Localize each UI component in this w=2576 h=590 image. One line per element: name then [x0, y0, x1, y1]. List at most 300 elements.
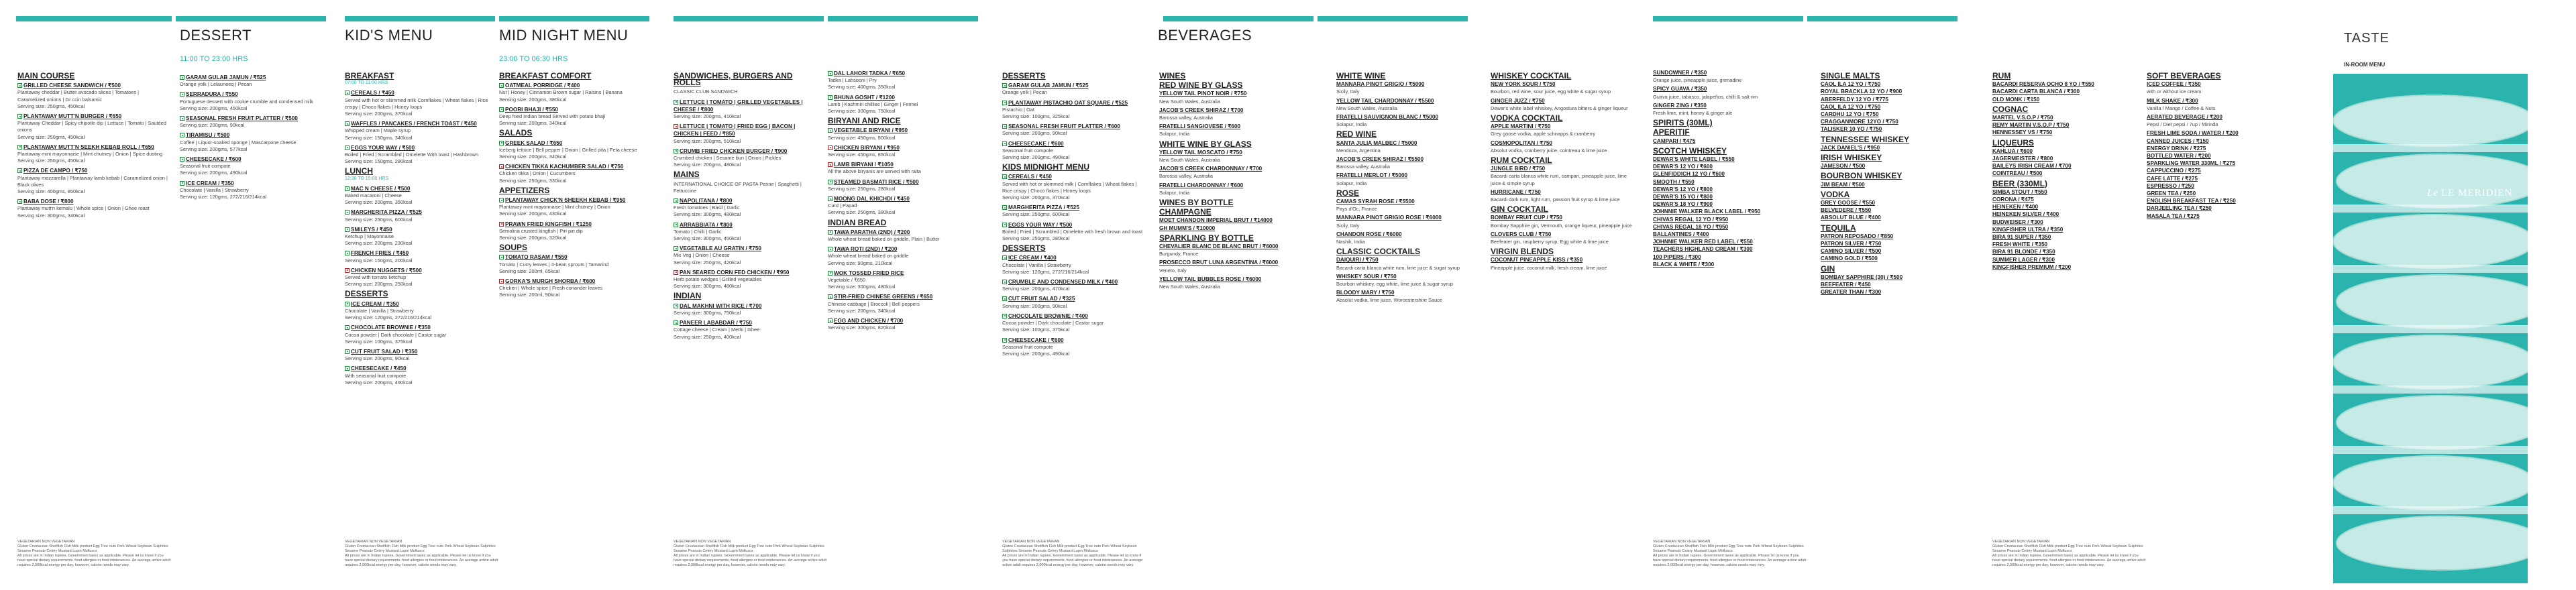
- menu-item-description: Whole wheat bread baked on griddle: [828, 253, 909, 259]
- menu-item-description: Ketchup | Mayonnaise: [345, 233, 394, 240]
- beverage-item-name: BALLANTINES / ₹400: [1653, 231, 1709, 238]
- section-title-dessert: DESSERT: [180, 27, 252, 44]
- menu-item-description: Seasonal fruit compote: [180, 163, 231, 170]
- menu-item: [1002, 312, 1143, 334]
- beverage-item-name: GLENFIDDICH 12 YO / ₹600: [1653, 171, 1725, 178]
- beverage-item-description: New South Wales, Australia: [1159, 98, 1220, 105]
- menu-section-title: INDIAN: [674, 291, 702, 301]
- menu-item-description: Orange yolk | Pecan: [1002, 89, 1047, 96]
- beverage-item-name: SUNDOWNER / ₹350: [1653, 70, 1707, 76]
- beverage-item-name: ROYAL BRACKLA 12 YO / ₹900: [1821, 88, 1902, 95]
- menu-section-title: SALADS: [499, 128, 533, 138]
- beverage-group-title: SPARKLING BY BOTTLE: [1159, 233, 1254, 243]
- menu-item-name: ICE CREAM / ₹400: [1008, 255, 1057, 261]
- beverage-item-name: DEWAR'S 12 YO / ₹800: [1653, 186, 1713, 192]
- menu-item-description: Cottage cheese | Cream | Methi | Ghee: [674, 327, 760, 333]
- beverage-item-description: Mendoza, Argentina: [1336, 147, 1381, 154]
- menu-item: [674, 245, 821, 266]
- beverage-item-description: Bacardi carta blanca white rum, lime juice & sugar syrup: [1336, 264, 1460, 271]
- menu-item: [499, 139, 660, 161]
- menu-item: [1002, 278, 1143, 292]
- midnight-hours: 23:00 TO 06:30 HRS: [499, 55, 568, 63]
- menu-section-title: INDIAN BREAD: [828, 217, 887, 227]
- menu-item-name: CEREALS / ₹450: [351, 90, 394, 97]
- beverage-item-name: GREEN TEA / ₹250: [2147, 190, 2196, 197]
- beverage-item-description: Solapur, India: [1159, 189, 1190, 196]
- menu-item: [674, 197, 821, 219]
- beverage-group-title: CHAMPAGNE: [1159, 207, 1212, 217]
- menu-item-header: [345, 365, 494, 372]
- menu-item-serving: Serving size: 450gms, 800kcal: [828, 134, 896, 141]
- menu-item-name: TOMATO RASAM / ₹550: [505, 254, 568, 261]
- menu-item: [345, 249, 494, 263]
- menu-item: [499, 163, 660, 184]
- veg-marker-icon: [1002, 101, 1007, 105]
- menu-item-description: Fresh tomatoes | Basil | Garlic: [674, 204, 740, 211]
- menu-item: [17, 198, 168, 219]
- menu-item-serving: Serving size: 200gms, 490kcal: [1002, 350, 1070, 357]
- midnight-column-4: [1002, 70, 1143, 360]
- menu-item-serving: Serving size: 200gms, 370kcal: [1002, 194, 1070, 201]
- menu-item-header: [345, 267, 494, 274]
- menu-item-name: PRAWN FRIED KINGFISH / ₹1250: [505, 221, 592, 227]
- menu-item: [1002, 99, 1143, 121]
- menu-item-description: Nut | Honey | Cinnamon Brown sugar | Raisins | Banana: [499, 89, 623, 96]
- menu-item: [1002, 337, 1143, 358]
- menu-section-hours: 12:30 TO 15:00 HRS: [345, 176, 389, 181]
- menu-item-serving: Serving size: 250gms, 280kcal: [828, 185, 896, 192]
- beverage-item-name: CAMINO SILVER / ₹500: [1821, 248, 1882, 255]
- menu-item-description: Curd | Papad: [828, 202, 857, 209]
- beverage-item-description: Barossa valley, Australia: [1159, 115, 1213, 121]
- beverage-item-name: COSMOPOLITAN / ₹750: [1491, 139, 1552, 146]
- menu-item-serving: Serving size: 300gms, 750kcal: [828, 108, 896, 115]
- page3d-top-bar: [828, 16, 978, 21]
- menu-item-serving: Serving size: 200gms, 340kcal: [499, 120, 567, 127]
- menu-item-description: Coffee | Liquor-soaked sponge | Mascarpone cheese: [180, 139, 297, 145]
- menu-item-serving: Serving size: 200gms, 320kcal: [499, 235, 567, 241]
- page4d-top-bar: [1807, 16, 1957, 21]
- non-veg-marker-icon: [674, 270, 678, 275]
- beverage-group-title: TENNESSEE WHISKEY: [1821, 134, 1910, 144]
- menu-item-serving: Serving size: 150gms, 340kcal: [345, 134, 413, 141]
- veg-marker-icon: [17, 114, 22, 119]
- veg-marker-icon: [1002, 280, 1007, 284]
- menu-item-header: [180, 74, 330, 81]
- menu-item-name: LETTUCE | TOMATO | GRILLED VEGETABLES | CHEESE / ₹800: [674, 99, 803, 113]
- veg-marker-icon: [180, 116, 184, 121]
- menu-item: [674, 319, 821, 341]
- beverage-item-name: DAIQUIRI / ₹750: [1336, 257, 1379, 263]
- veg-marker-icon: [345, 121, 350, 126]
- veg-marker-icon: [180, 75, 184, 80]
- beverage-item-description: Barossa valley, Australia: [1336, 164, 1390, 170]
- menu-item: [345, 348, 494, 362]
- menu-item-name: CUT FRUIT SALAD / ₹350: [351, 348, 418, 355]
- beverage-group-title: SOFT BEVERAGES: [2147, 71, 2221, 80]
- menu-item-name: GORKA'S MURGH SHORBA / ₹600: [505, 278, 596, 285]
- menu-item: [17, 113, 168, 141]
- menu-item-header: [674, 269, 821, 276]
- beverage-item-name: DARJEELING TEA / ₹250: [2147, 205, 2212, 212]
- menu-item-header: [345, 209, 494, 216]
- menu-item: [499, 253, 660, 275]
- menu-item-description: Baked macaroni | Cheese: [345, 192, 402, 199]
- beverage-group-title: WINES BY BOTTLE: [1159, 198, 1234, 208]
- menu-section-title: DESSERTS: [1002, 243, 1046, 253]
- veg-marker-icon: [17, 145, 22, 150]
- menu-item-header: [499, 106, 660, 113]
- menu-item-name: GARAM GULAB JAMUN / ₹525: [1008, 82, 1089, 89]
- menu-item-name: FRENCH FRIES / ₹450: [351, 250, 409, 257]
- menu-item-name: MOONG DAL KHICHDI / ₹450: [834, 196, 910, 202]
- menu-item-header: [17, 113, 168, 120]
- beverage-item-description: Vanilla / Mango / Coffee & Nuts: [2147, 105, 2216, 111]
- menu-item-description: Plantaway mutt'n kemalu | Whole spice | Onion | Ghee roast: [17, 205, 150, 212]
- veg-marker-icon: [499, 255, 504, 259]
- menu-item-name: EGGS YOUR WAY / ₹500: [351, 144, 415, 151]
- beverage-item-name: BOMBAY SAPPHIRE (30) / ₹500: [1821, 274, 1903, 280]
- menu-item-header: [17, 167, 168, 174]
- menu-item-header: [674, 197, 821, 204]
- beverage-item-description: Dewar's white label whiskey, Angostura bitters & ginger liqueur: [1491, 105, 1628, 111]
- beverage-item-description: Solapur, India: [1336, 121, 1367, 128]
- menu-item-header: [674, 319, 821, 327]
- menu-item-description: Seasonal fruit compote: [1002, 343, 1053, 350]
- beverage-item-description: Bacardi carta blanca white rum, campari, pineapple juice, lime juice & simple syrup: [1491, 173, 1627, 186]
- menu-item-serving: Serving size: 200gms, 350kcal: [345, 199, 413, 206]
- beverage-item-name: GINGER ZING / ₹350: [1653, 102, 1707, 109]
- menu-item-serving: Serving size: 300gms, 820kcal: [828, 324, 896, 331]
- menu-item-serving: Serving size: 400gms, 350kcal: [828, 84, 896, 91]
- menu-item-serving: Serving size: 200gms, 490kcal: [1002, 154, 1070, 161]
- menu-item-description: Whole wheat bread baked on griddle, Plain | Butter: [828, 236, 940, 243]
- beverage-item-description: Barossa valley, Australia: [1159, 173, 1213, 180]
- menu-item-name: SERRADURA / ₹550: [186, 91, 238, 98]
- beverage-item-name: REMY MARTIN V.S.O.P / ₹750: [1992, 122, 2070, 129]
- page4c-top-bar: [1653, 16, 1803, 21]
- veg-marker-icon: [674, 198, 678, 203]
- menu-item-name: PANEER LABABDAR / ₹750: [680, 320, 752, 327]
- kids-column: [345, 70, 494, 389]
- brand-logo-icon: Le: [2427, 188, 2438, 198]
- menu-item-description: Plantaway mint mayonnaise | Mint chutney | Onion: [499, 204, 610, 211]
- menu-item-description: Orange yolk | Lelauneeq | Pecan: [180, 81, 252, 88]
- menu-item: [345, 209, 494, 223]
- veg-marker-icon: [828, 128, 833, 133]
- menu-item-header: [1002, 337, 1143, 344]
- menu-item-name: POORI BHAJI / ₹550: [505, 106, 558, 113]
- menu-item-name: CHOCOLATE BROWNIE / ₹400: [1008, 312, 1088, 319]
- menu-item: [345, 267, 494, 288]
- menu-item-serving: Serving size: 200ml, 90kcal: [499, 292, 559, 298]
- beverage-item-name: DEWAR'S WHITE LABEL / ₹550: [1653, 156, 1735, 163]
- beverage-group-title: RED WINE: [1336, 129, 1377, 139]
- beverage-item-name: DEWAR'S 12 YO / ₹600: [1653, 164, 1713, 170]
- menu-item-header: [17, 198, 168, 205]
- menu-section-title: MAINS: [674, 170, 700, 180]
- veg-marker-icon: [345, 325, 350, 330]
- veg-marker-icon: [499, 107, 504, 112]
- page3b-top-bar: [499, 16, 649, 21]
- beverage-group-title: SINGLE MALTS: [1821, 71, 1880, 80]
- brand-logo: [2427, 188, 2512, 199]
- veg-marker-icon: [180, 157, 184, 162]
- menu-item-name: CHOCOLATE BROWNIE / ₹350: [351, 324, 431, 331]
- menu-item-serving: Serving size: 200gms, 577kcal: [180, 145, 248, 152]
- menu-item-header: [1002, 312, 1143, 320]
- menu-item: [828, 293, 975, 314]
- menu-item-description: Whipped cream | Maple syrup: [345, 127, 411, 134]
- menu-item-serving: Serving size: 300gms, 480kcal: [828, 284, 896, 290]
- beverage-item-name: COCONUT PINEAPPLE KISS / ₹350: [1491, 257, 1583, 263]
- menu-item: [674, 269, 821, 290]
- menu-item-name: EGGS YOUR WAY / ₹500: [1008, 221, 1073, 228]
- veg-marker-icon: [345, 302, 350, 306]
- beverage-item-name: BLACK & WHITE / ₹300: [1653, 261, 1715, 268]
- section-title-beverages: BEVERAGES: [1158, 27, 1252, 44]
- menu-item-serving: Serving size: 250gms, 420kcal: [674, 259, 741, 266]
- menu-item-description: Lamb | Kashmiri chillies | Ginger | Fennel: [828, 101, 918, 107]
- menu-item: [828, 178, 975, 192]
- menu-item-header: [345, 89, 494, 97]
- menu-item-header: [180, 180, 330, 187]
- veg-marker-icon: [345, 145, 350, 150]
- veg-marker-icon: [828, 196, 833, 201]
- footer-3: VEGETARIAN NON VEGETARIAN Gluten Crustacean Shellfish Fish Milk product Egg Tree nuts Pork Wheat Soybean Sulphites Sesame Peanuts Celery Mustard Lupin Molluscs All prices are in Indian rupees. Government taxes as applicable. Please let us know if you have special dietary requirements, food allergies or food intolerances. An average active adult requires 2,000kcal energy per day, however, calorie needs may vary.: [674, 540, 827, 567]
- beverage-item-description: Fresh lime, mint, honey & ginger ale: [1653, 110, 1733, 117]
- beverage-item-name: CAOL ILA 12 YO / ₹750: [1821, 81, 1881, 88]
- beverage-group-title: VODKA: [1821, 189, 1850, 199]
- section-title-kids-menu: KID'S MENU: [345, 27, 433, 44]
- menu-item: [345, 324, 494, 345]
- menu-item-name: CHEESECAKE / ₹450: [351, 365, 407, 372]
- non-veg-marker-icon: [674, 124, 678, 129]
- menu-item-header: [499, 82, 660, 89]
- beverage-item-description: Solapur, India: [1159, 131, 1190, 137]
- beverage-item-name: CHANDON ROSE / ₹6000: [1336, 231, 1402, 237]
- page3c-top-bar: [674, 16, 824, 21]
- beverage-item-name: NEW YORK SOUR / ₹750: [1491, 81, 1556, 88]
- menu-item-header: [499, 139, 660, 147]
- menu-item-name: CRUMBLE AND CONDENSED MILK / ₹400: [1008, 279, 1118, 286]
- menu-section-title: APPETIZERS: [499, 185, 550, 195]
- beverage-item-name: BIRA 91 SUPER / ₹350: [1992, 234, 2051, 241]
- menu-item-name: TAWA PARATHA (2ND) / ₹200: [834, 229, 910, 235]
- beverage-group-title: IRISH WHISKEY: [1821, 153, 1882, 163]
- menu-item-name: PLANTAWAY MUTT'N BURGER / ₹650: [23, 113, 122, 120]
- menu-item-description: CLASSIC CLUB SANDWICH: [674, 88, 738, 95]
- beverage-group-title: CLASSIC COCKTAILS: [1336, 247, 1421, 257]
- beverage-group-title: WHITE WINE: [1336, 71, 1386, 80]
- beverage-item-name: BACARDI RESERVA OCHO 8 YO / ₹550: [1992, 81, 2094, 88]
- menu-item-header: [1002, 221, 1143, 229]
- beverage-group-title: TEQUILA: [1821, 223, 1856, 233]
- menu-item-name: LETTUCE | TOMATO | FRIED EGG | BACON | CHICKEN | FEED / ₹850: [674, 123, 796, 137]
- non-veg-marker-icon: [499, 222, 504, 227]
- beverage-item-name: MANNARA PINOT GRIGIO ROSE / ₹6000: [1336, 215, 1442, 221]
- menu-item-serving: Serving size: 100gms, 375kcal: [345, 338, 413, 345]
- veg-marker-icon: [180, 133, 184, 137]
- beverage-group-title: VODKA COCKTAIL: [1491, 113, 1563, 123]
- menu-section-title: BREAKFAST: [345, 71, 394, 80]
- beverage-item-name: JUNGLE BIRD / ₹750: [1491, 166, 1546, 172]
- page3-top-bar: [345, 16, 495, 21]
- beverage-item-description: Grey goose vodka, apple schnapps & cranberry: [1491, 131, 1596, 137]
- menu-item-serving: Serving size: 300gms, 480kcal: [674, 211, 741, 218]
- beverage-item-name: APPLE MARTINI / ₹750: [1491, 123, 1551, 130]
- menu-item: [499, 106, 660, 127]
- veg-marker-icon: [828, 294, 833, 299]
- beverage-item-name: MANNARA PINOT GRIGIO / ₹5000: [1336, 81, 1425, 88]
- menu-item: [1002, 123, 1143, 137]
- menu-item-serving: Serving size: 200ml, 65kcal: [499, 268, 559, 274]
- beverage-group-title: VIRGIN BLENDS: [1491, 247, 1554, 257]
- menu-item-description: Plantaway mint mayonnaise | Mint chutney | Onion | Spice dusting: [17, 151, 163, 158]
- beverage-item-name: GREATER THAN / ₹300: [1821, 289, 1882, 296]
- menu-item-header: [345, 185, 494, 192]
- footer-6: VEGETARIAN NON VEGETARIAN Gluten Crustacean Shellfish Fish Milk product Egg Tree nuts Pork Wheat Soybean Sulphites Sesame Peanuts Celery Mustard Lupin Molluscs All prices are in Indian rupees. Government taxes as applicable. Please let us know if you have special dietary requirements, food allergies or food intolerances. An average active adult requires 2,000kcal energy per day, however, calorie needs may vary.: [1992, 540, 2146, 567]
- section-title-midnight-menu: MID NIGHT MENU: [499, 27, 629, 44]
- veg-marker-icon: [674, 246, 678, 251]
- beverage-item-description: Solapur, India: [1336, 180, 1367, 186]
- beverage-group-title: RED WINE BY GLASS: [1159, 80, 1243, 91]
- menu-section-title: LUNCH: [345, 166, 373, 176]
- beverage-column-2: [1336, 70, 1484, 306]
- menu-item-name: SMILEYS / ₹450: [351, 226, 392, 233]
- menu-item-serving: Serving size: 250gms, 450kcal: [17, 133, 85, 140]
- menu-item-header: [1002, 99, 1143, 107]
- menu-item: [1002, 295, 1143, 309]
- veg-marker-icon: [17, 168, 22, 173]
- beverage-item-description: Pineapple juice, coconut milk, fresh cream, lime juice: [1491, 264, 1607, 271]
- menu-item-serving: Serving size: 200gms, 90kcal: [1002, 302, 1067, 309]
- menu-item-name: DAL MAKHNI WITH RICE / ₹700: [680, 302, 762, 309]
- beverage-item-name: SUMMER LAGER / ₹300: [1992, 256, 2055, 263]
- menu-section-title: BIRYANI AND RICE: [828, 116, 901, 126]
- beverage-item-name: CLOVERS CLUB / ₹750: [1491, 231, 1552, 237]
- beverage-item-name: CORONA / ₹475: [1992, 196, 2034, 203]
- veg-marker-icon: [345, 227, 350, 232]
- menu-item: [674, 123, 821, 145]
- veg-marker-icon: [345, 251, 350, 255]
- beverage-item-description: Absolut vodka, lime juice, Worcestershire Sauce: [1336, 297, 1443, 304]
- footer-2: VEGETARIAN NON VEGETARIAN Gluten Crustacean Shellfish Fish Milk product Egg Tree nuts Pork Wheat Soybean Sulphites Sesame Peanuts Celery Mustard Lupin Molluscs All prices are in Indian rupees. Government taxes as applicable. Please let us know if you have special dietary requirements, food allergies or food intolerances. An average active adult requires 2,000kcal energy per day, however, calorie needs may vary.: [345, 540, 498, 567]
- menu-item-name: TIRAMISU / ₹500: [186, 132, 230, 139]
- menu-item-header: [1002, 204, 1143, 211]
- beverage-group-title: WHITE WINE BY GLASS: [1159, 139, 1252, 149]
- beverage-item-name: GREY GOOSE / ₹550: [1821, 200, 1876, 206]
- menu-item-name: CHEESECAKE / ₹600: [1008, 337, 1064, 343]
- beverage-item-name: TALISKER 10 YO / ₹750: [1821, 126, 1882, 133]
- footer-4: VEGETARIAN NON VEGETARIAN Gluten Crustacean Shellfish Fish Milk product Egg Tree nuts Pork Wheat Soybean Sulphites Sesame Peanuts Celery Mustard Lupin Molluscs All prices are in Indian rupees. Government taxes as applicable. Please let us know if you have special dietary requirements, food allergies or food intolerances. An average active adult requires 2,000kcal energy per day, however, calorie needs may vary.: [1002, 540, 1143, 567]
- veg-marker-icon: [1002, 83, 1007, 88]
- beverage-group-title: SPIRITS (30ML): [1653, 118, 1713, 128]
- menu-item-header: [828, 245, 975, 253]
- veg-marker-icon: [345, 366, 350, 371]
- menu-item-description: Iceberg lettuce | Bell pepper | Onion | Grilled pita | Feta cheese: [499, 146, 637, 153]
- menu-item-name: CHEESECAKE / ₹600: [186, 156, 241, 163]
- menu-item: [1002, 173, 1143, 201]
- beverage-item-name: HENNESSEY VS / ₹750: [1992, 129, 2053, 136]
- menu-item-header: [828, 144, 975, 152]
- menu-item-name: STIR-FRIED CHINESE GREENS / ₹650: [834, 294, 933, 300]
- beverage-column-3: [1491, 70, 1638, 274]
- veg-marker-icon: [1002, 205, 1007, 210]
- menu-item: [828, 195, 975, 217]
- beverage-item-description: Bacardi dark rum, light rum, passion fruit syrup & lime juice: [1491, 196, 1620, 203]
- menu-item-description: Crumbed chicken | Sesame bun | Onion | Pickles: [674, 155, 782, 162]
- menu-item-name: CRUMB FRIED CHICKEN BURGER / ₹900: [680, 148, 788, 154]
- menu-item: [345, 185, 494, 206]
- beverage-item-name: FRESH WHITE / ₹350: [1992, 241, 2048, 248]
- menu-item-name: CHEESECAKE / ₹600: [1008, 140, 1064, 147]
- menu-item: [1002, 221, 1143, 243]
- menu-item-name: PIZZA DE CAMPO / ₹750: [23, 168, 88, 174]
- menu-item-serving: Serving size: 250gms, 600kcal: [1002, 211, 1070, 218]
- beverage-item-name: CANNED JUICES / ₹150: [2147, 137, 2209, 144]
- beverage-item-name: CAMPARI / ₹475: [1653, 137, 1696, 144]
- beverage-item-name: MOET CHANDON IMPERIAL BRUT / ₹14000: [1159, 217, 1273, 224]
- beverage-group-title: WHISKEY COCKTAIL: [1491, 71, 1572, 80]
- beverage-item-name: BAILEYS IRISH CREAM / ₹700: [1992, 163, 2072, 170]
- beverage-item-name: TEACHERS HIGHLAND CREAM / ₹300: [1653, 246, 1753, 253]
- beverage-item-name: KAHLUA / ₹600: [1992, 148, 2033, 154]
- menu-item-header: [180, 115, 330, 122]
- menu-item: [180, 180, 330, 201]
- menu-item-description: Deep fried Indian bread Served with potato bhaji: [499, 113, 606, 120]
- beverage-column-1: [1159, 70, 1313, 292]
- beverage-item-name: SPICY GUAVA / ₹350: [1653, 86, 1707, 93]
- veg-marker-icon: [345, 91, 350, 95]
- beverage-item-description: Absolut vodka, cranberry juice, cointreau & lime juice: [1491, 147, 1607, 154]
- veg-marker-icon: [828, 247, 833, 251]
- menu-item-header: [345, 144, 494, 152]
- menu-item-serving: Serving size: 90gms, 210kcal: [828, 259, 893, 266]
- beverage-item-name: FRATELLI SANGIOVESE / ₹600: [1159, 123, 1241, 130]
- beverage-item-name: JIM BEAM / ₹500: [1821, 181, 1865, 188]
- beverage-item-name: JACOB'S CREEK CHARDONNAY / ₹700: [1159, 166, 1263, 172]
- menu-item-header: [1002, 173, 1143, 180]
- beverage-column-4: [1653, 70, 1787, 269]
- veg-marker-icon: [674, 223, 678, 227]
- menu-item: [1002, 140, 1143, 162]
- menu-item: [180, 115, 330, 129]
- menu-item-description: Boiled | Fried | Scrambled | Omelette with fresh brown and toast: [1002, 228, 1143, 235]
- menu-item-serving: Serving size: 300gms, 750kcal: [674, 309, 741, 316]
- menu-item-serving: Serving size: 450gms, 850kcal: [828, 152, 896, 158]
- menu-item-header: [17, 82, 168, 89]
- beverage-item-description: Sicily, Italy: [1336, 88, 1360, 95]
- beverage-item-description: Burgundy, France: [1159, 251, 1199, 257]
- menu-item: [180, 156, 330, 177]
- beverage-item-name: PATRON REPOSADO / ₹850: [1821, 233, 1894, 239]
- beverage-item-name: WHISKEY SOUR / ₹750: [1336, 273, 1397, 280]
- menu-item-name: WAFFLES / PANCAKES / FRENCH TOAST / ₹450: [351, 121, 477, 127]
- beverage-group-title: ROSE: [1336, 188, 1360, 198]
- beverage-item-description: New South Wales, Australia: [1159, 284, 1220, 290]
- menu-item-name: VEGETABLE BIRYANI / ₹950: [834, 127, 908, 134]
- beverage-item-name: ABSOLUT BLUE / ₹400: [1821, 215, 1881, 221]
- veg-marker-icon: [499, 141, 504, 145]
- menu-item-description: Chocolate | Vanilla | Strawberry: [180, 186, 249, 193]
- beverage-item-name: JACK DANIEL'S / ₹950: [1821, 144, 1880, 151]
- midnight-column-2: [674, 70, 821, 343]
- beverage-item-name: COINTREAU / ₹500: [1992, 170, 2043, 177]
- menu-item-serving: Serving size: 200gms, 90kcal: [345, 355, 410, 362]
- beverage-item-name: JOHNNIE WALKER RED LABEL / ₹550: [1653, 239, 1753, 245]
- menu-item: [180, 91, 330, 112]
